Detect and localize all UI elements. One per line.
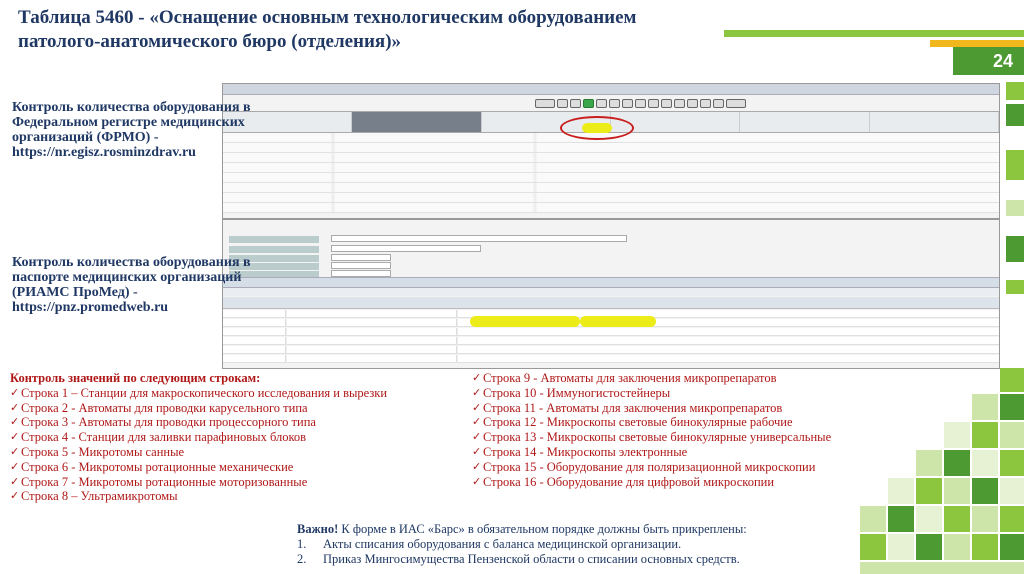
frmo-label: Контроль количества оборудования в Федеральном регистре медицинских организаций (ФРМО) - https://nr.egisz.rosminzdrav.ru [12, 100, 280, 160]
frmo-equipment-screenshot [222, 83, 1000, 219]
note-heading: Важно! К форме в ИАС «Барс» в обязательном порядке должны быть прикреплены: [297, 522, 747, 536]
important-note [297, 522, 747, 567]
note-item: 1. Акты списания оборудования с баланса медицинской организации. [297, 537, 682, 551]
control-item: ✓ Строка 12 - Микроскопы световые бинокулярные рабочие [472, 415, 912, 430]
grid-pager-top [223, 95, 999, 111]
red-oval-marker [560, 116, 634, 140]
yellow-accent-bar [930, 40, 1024, 47]
control-item: ✓ Строка 2 - Автоматы для проводки карусельного типа [10, 401, 430, 416]
control-item: ✓ Строка 8 – Ультрамикротомы [10, 489, 430, 504]
slide-title: Таблица 5460 - «Оснащение основным технологическим оборудованием патолого-анатомического бюро (отделения)» [18, 7, 637, 52]
code-column-highlight [580, 316, 656, 327]
riams-label: Контроль количества оборудования в паспорте медицинских организаций (РИАМС ПроМед) - https://pnz.promedweb.ru [12, 255, 282, 315]
control-item: ✓ Строка 15 - Оборудование для поляризационной микроскопии [472, 460, 912, 475]
control-item: ✓ Строка 9 - Автоматы для заключения микропрепаратов [472, 371, 912, 386]
control-item: ✓ Строка 3 - Автоматы для проводки процессорного типа [10, 415, 430, 430]
control-item: ✓ Строка 6 - Микротомы ротационные механические [10, 460, 430, 475]
control-item: ✓ Строка 14 - Микроскопы электронные [472, 445, 912, 460]
equipment-column-highlight [470, 316, 580, 327]
frmo-url[interactable]: https://nr.egisz.rosminzdrav.ru [12, 145, 196, 160]
control-heading: Контроль значений по следующим строкам: [10, 371, 261, 385]
control-item: ✓ Строка 4 - Станции для заливки парафиновых блоков [10, 430, 430, 445]
control-right-column [472, 371, 912, 489]
control-item: ✓ Строка 7 - Микротомы ротационные моторизованные [10, 475, 430, 490]
control-item: ✓ Строка 16 - Оборудование для цифровой микроскопии [472, 475, 912, 490]
riams-passport-screenshot [222, 219, 1000, 369]
control-item: ✓ Строка 5 - Микротомы санные [10, 445, 430, 460]
note-item: 2. Приказ Мингосимущества Пензенской области о списании основных средств. [297, 552, 740, 566]
green-accent-bar [724, 30, 1024, 37]
riams-url[interactable]: https://pnz.promedweb.ru [12, 300, 169, 315]
control-item: ✓ Строка 10 - Иммуногистостейнеры [472, 386, 912, 401]
control-item: ✓ Строка 1 – Станции для макроскопического исследования и вырезки [10, 386, 430, 401]
control-item: ✓ Строка 13 - Микроскопы световые бинокулярные универсальные [472, 430, 912, 445]
page-number: 24 [953, 47, 1024, 75]
control-item: ✓ Строка 11 - Автоматы для заключения микропрепаратов [472, 401, 912, 416]
control-left-column [10, 371, 430, 504]
